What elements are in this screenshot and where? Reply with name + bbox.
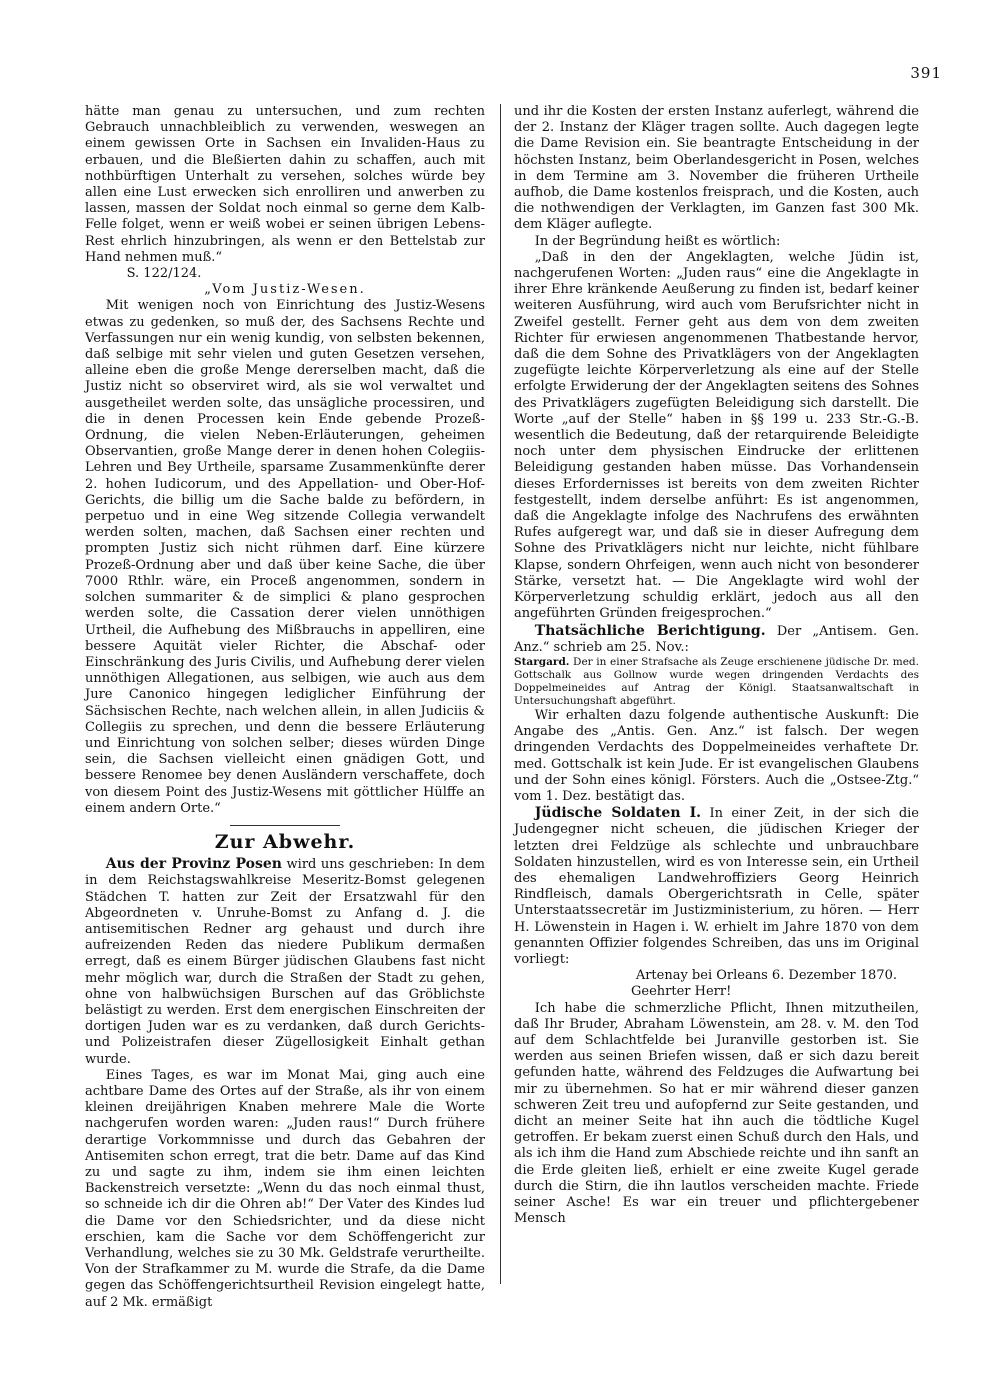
right-column: [514, 104, 919, 1227]
lead-in: Stargard.: [514, 655, 570, 668]
left-column: [85, 104, 485, 1311]
lead-in: Jüdische Soldaten I.: [534, 805, 702, 822]
letter-salutation: Geehrter Herr!: [631, 984, 732, 1000]
paragraph: Mit wenigen noch von Einrichtung des Justiz-Wesens etwas zu gedenken, so muß der, des Sachsens Rechte und Verfassungen nur ein wenig kundig, von selbsten bekennen, daß selbige mit sehr vielen und guten Gesetzen versehen, alleine eben die große Menge dererselben macht, daß die Justiz nicht so observiret wird, als sie wol verwaltet und ausgetheilet werden solte, das unsägliche processiren, und die in denen Processen kein Ende gebende Prozeß-Ordnung, die vielen Neben-Erläuterungen, geheimen Observantien, große Mange derer in denen hohen Colegiis-Lehren und Bey Urtheile, sparsame Zusammenkünfte derer 2. hohen Iudicorum, und des Appellation- und Ober-Hof-Gerichts, die billig um die Sache balde zu befördern, in perpetuo und in eine Weg sitzende Collegia verwandelt werden solten, machen, daß Sachsen einer rechten und prompten Justiz sich nicht rühmen darf. Eine kürzere Prozeß-Ordnung aber und daß über keine Sache, die über 7000 Rthlr. wäre, ein Proceß angenommen, sondern in solchen summariter & de simplici & plano gesprochen werden solte, die Cassation derer vielen unnöthigen Urtheil, die Aufhebung des Mißbrauchs in appelliren, eine bessere Aquität vieler Richter, die Abschaf- oder Einschränkung des Juris Civilis, und Aufhebung derer vielen unnöthigen Allegationen, aus selbigen, wie auch aus dem Jure Canonico hingegen lediglicher Einführung der Sächsischen Rechte, nach welchen allein, in allen Judiciis & Collegiis zu sprechen, und denn die bessere Erläuterung und Einrichtung von solchen selber; dieses würden Dinge sein, die Sachsen vielleicht einen gnädigen Gott, und bessere Renomee bey denen Ausländern verschaffete, doch von diesem Point des Justiz-Wesens mit göttlicher Hülffe an einem andern Orte.“: [85, 298, 485, 816]
paragraph-text: In einer Zeit, in der sich die Judengegner nicht scheuen, die jüdischen Krieger der letzten drei Feldzüge als schlechte und unbrauchbare Soldaten hinzustellen, wird es von Interesse sein, ein Urtheil des ehemaligen Landwehroffiziers Georg Heinrich Rindfleisch, damals Obergerichtsrath in Celle, später Unterstaatssecretär im Justizministerium, zu hören. — Herr H. Löwenstein in Hagen i. W. erhielt im Jahre 1870 von dem genannten Offizier folgendes Schreiben, das uns im Original vorliegt:: [514, 806, 919, 967]
paragraph: [514, 623, 919, 656]
paragraph: [85, 856, 485, 1068]
paragraph-text: Der „Antisem. Gen. Anz.“ schrieb am 25. Nov.:: [514, 623, 919, 655]
paragraph: Eines Tages, es war im Monat Mai, ging auch eine achtbare Dame des Ortes auf der Straße, als ihr von einem kleinen dreijährigen Knaben mehrere Male die Worte nachgerufen worden waren: „Juden raus!“ Durch frühere derartige Vorkommnisse und durch das Gebahren der Antisemiten schon erregt, trat die betr. Dame auf das Kind zu und sagte zu ihm, indem sie ihm einen leichten Backenstreich versetzte: „Wenn du das noch einmal thust, so schneide ich dir die Ohren ab!“ Der Vater des Kindes lud die Dame vor den Schiedsrichter, und da diese nicht erschien, kam die Sache vor dem Schöffengericht zur Verhandlung, welches sie zu 30 Mk. Geldstrafe verurtheilte. Von der Strafkammer zu M. wurde die Strafe, da die Dame gegen das Schöffengerichtsurtheil Revision eingelegt hatte, auf 2 Mk. ermäßigt: [85, 1067, 485, 1310]
paragraph: „Daß in den der Angeklagten, welche Jüdin ist, nachgerufenen Worten: „Juden raus“ eine die Angeklagte in ihrer Ehre kränkende Aeußerung zu finden ist, bedarf keiner weiteren Ausführung, wird auch vom Berufsrichter nicht in Zweifel gestellt. Ferner geht aus dem von dem zweiten Richter für erwiesen angenommenen Thatbestande hervor, daß die dem Sohne des Privatklägers von der Angeklagten zugefügte leichte Körperverletzung als eine auf der Stelle erfolgte Erwiderung der der Angeklagten seitens des Sohnes des Privatklägers zugefügten Beleidigung sich darstellt. Die Worte „auf der Stelle“ haben in §§ 199 u. 233 Str.-G.-B. wesentlich die Bedeutung, daß der retarquirende Beleidigte noch unter dem physischen Eindrucke der erlittenen Beleidigung gestanden haben müsse. Das Vorhandensein dieses Erfordernisses ist bereits von dem zweiten Richter festgestellt, indem derselbe anführt: Es ist angenommen, daß die Angeklagte infolge des Nachrufens des erwähnten Rufes aufgeregt war, und daß sie in dieser Aufregung dem Sohne des Privatklägers nicht nur leichte, nicht fühlbare Klapse, sondern Ohrfeigen, wenn auch nicht von besonderer Stärke, versetzt hat. — Die Angeklagte wird wohl der Körperverletzung schuldig erklärt, jedoch aus all den angeführten Gründen freigesprochen.“: [514, 249, 919, 622]
paragraph: Wir erhalten dazu folgende authentische Auskunft: Die Angabe des „Antis. Gen. Anz.“ ist falsch. Der wegen dringenden Verdachts des Doppelmeineides verhaftete Dr. med. Gottschalk ist kein Jude. Er ist evangelischen Glaubens und der Sohn eines königl. Försters. Auch die „Ostsee-Ztg.“ vom 1. Dez. bestätigt das.: [514, 707, 919, 804]
section-divider: [230, 825, 340, 826]
quoted-notice: [514, 656, 919, 708]
notice-text: Der in einer Strafsache als Zeuge erschienene jüdische Dr. med. Gottschalk aus Gollnow wurde wegen dringenden Verdachts des Doppelmeineides auf Antrag der Königl. Staatsanwaltschaft in Untersuchungshaft abgeführt.: [514, 655, 919, 707]
quote-heading: „Vom Justiz-Wesen.: [204, 282, 366, 298]
paragraph: In der Begründung heißt es wörtlich:: [534, 233, 781, 249]
paragraph: Ich habe die schmerzliche Pflicht, Ihnen mitzutheilen, daß Ihr Bruder, Abraham Löwenstein, am 28. v. M. den Tod auf dem Schlachtfelde bei Juranville gestorben ist. Sie werden aus seinen Briefen wissen, daß er sich dazu bereit gefunden hatte, während des Feldzuges die Aufwartung bei mir zu übernehmen. So hat er mir während dieser ganzen schweren Zeit treu und aufopfernd zur Seite gestanden, und dicht an meiner Seite hat ihn auch die tödtliche Kugel getroffen. Er bekam zuerst einen Schuß durch den Hals, und als ich ihm die Hand zum Abschiede reichte und ihn sanft an die Erde gleiten ließ, erhielt er eine zweite Kugel gerade durch die Stirn, die ihn lautlos verscheiden machte. Friede seiner Asche! Es war ein treuer und pflichtergebener Mensch: [514, 1000, 919, 1227]
letter-place-date: Artenay bei Orleans 6. Dezember 1870.: [635, 968, 897, 984]
paragraph: [514, 805, 919, 968]
paragraph-text: wird uns geschrieben: In dem in dem Reichstagswahlkreise Meseritz-Bomst gelegenen Städchen T. hatten zur Zeit der Ersatzwahl für den Abgeordneten v. Unruhe-Bomst zu Anfang d. J. die antisemitischen Redner arg gehaust und durch ihre aufreizenden Reden das niedere Publikum dermaßen erregt, daß es einem Bürger jüdischen Glaubens fast nicht mehr möglich war, durch die Straßen der Stadt zu gehen, ohne von halbwüchsigen Burschen auf das Gröblichste belästigt zu werden. Erst dem energischen Einschreiten der dortigen Juden war es zu verdanken, daß durch Gerichts- und Polizeistrafen dieser Zügellosigkeit Einhalt gethan wurde.: [85, 857, 486, 1067]
paragraph: und ihr die Kosten der ersten Instanz auferlegt, während die der 2. Instanz der Kläger tragen sollte. Auch dagegen legte die Dame Revision ein. Sie beantragte Entscheidung in der höchsten Instanz, beim Oberlandesgericht in Posen, welches in dem Termine am 3. November die früheren Urtheile aufhob, die Dame kostenlos freisprach, und die Kosten, auch die nothwendigen der Verklagten, im Ganzen fast 300 Mk. dem Kläger auflegte.: [514, 104, 919, 233]
paragraph: hätte man genau zu untersuchen, und zum rechten Gebrauch unnachbleiblich zu verwenden, weswegen an einem gewissen Orte in Sachsen ein Invaliden-Haus zu erbauen, und die Bleßierten dahin zu schaffen, auch mit nothbürftigen Unterhalt zu versehen, solches würde bey allen eine Lust erwecken sich enrolliren und anwerben zu lassen, massen der Soldat noch einmal so gerne dem Kalb-Felle folget, wenn er weiß wobei er seinen übrigen Lebens-Rest ehrlich hinzubringen, als wenn er den Bettelstab zur Hand nehmen muß.“: [85, 104, 485, 265]
section-title: Zur Abwehr.: [214, 830, 356, 853]
lead-in: Aus der Provinz Posen: [105, 856, 282, 873]
column-divider: [500, 104, 501, 1284]
page-number: 391: [910, 64, 942, 82]
lead-in: Thatsächliche Berichtigung.: [534, 622, 766, 639]
source-reference: S. 122/124.: [126, 266, 202, 282]
